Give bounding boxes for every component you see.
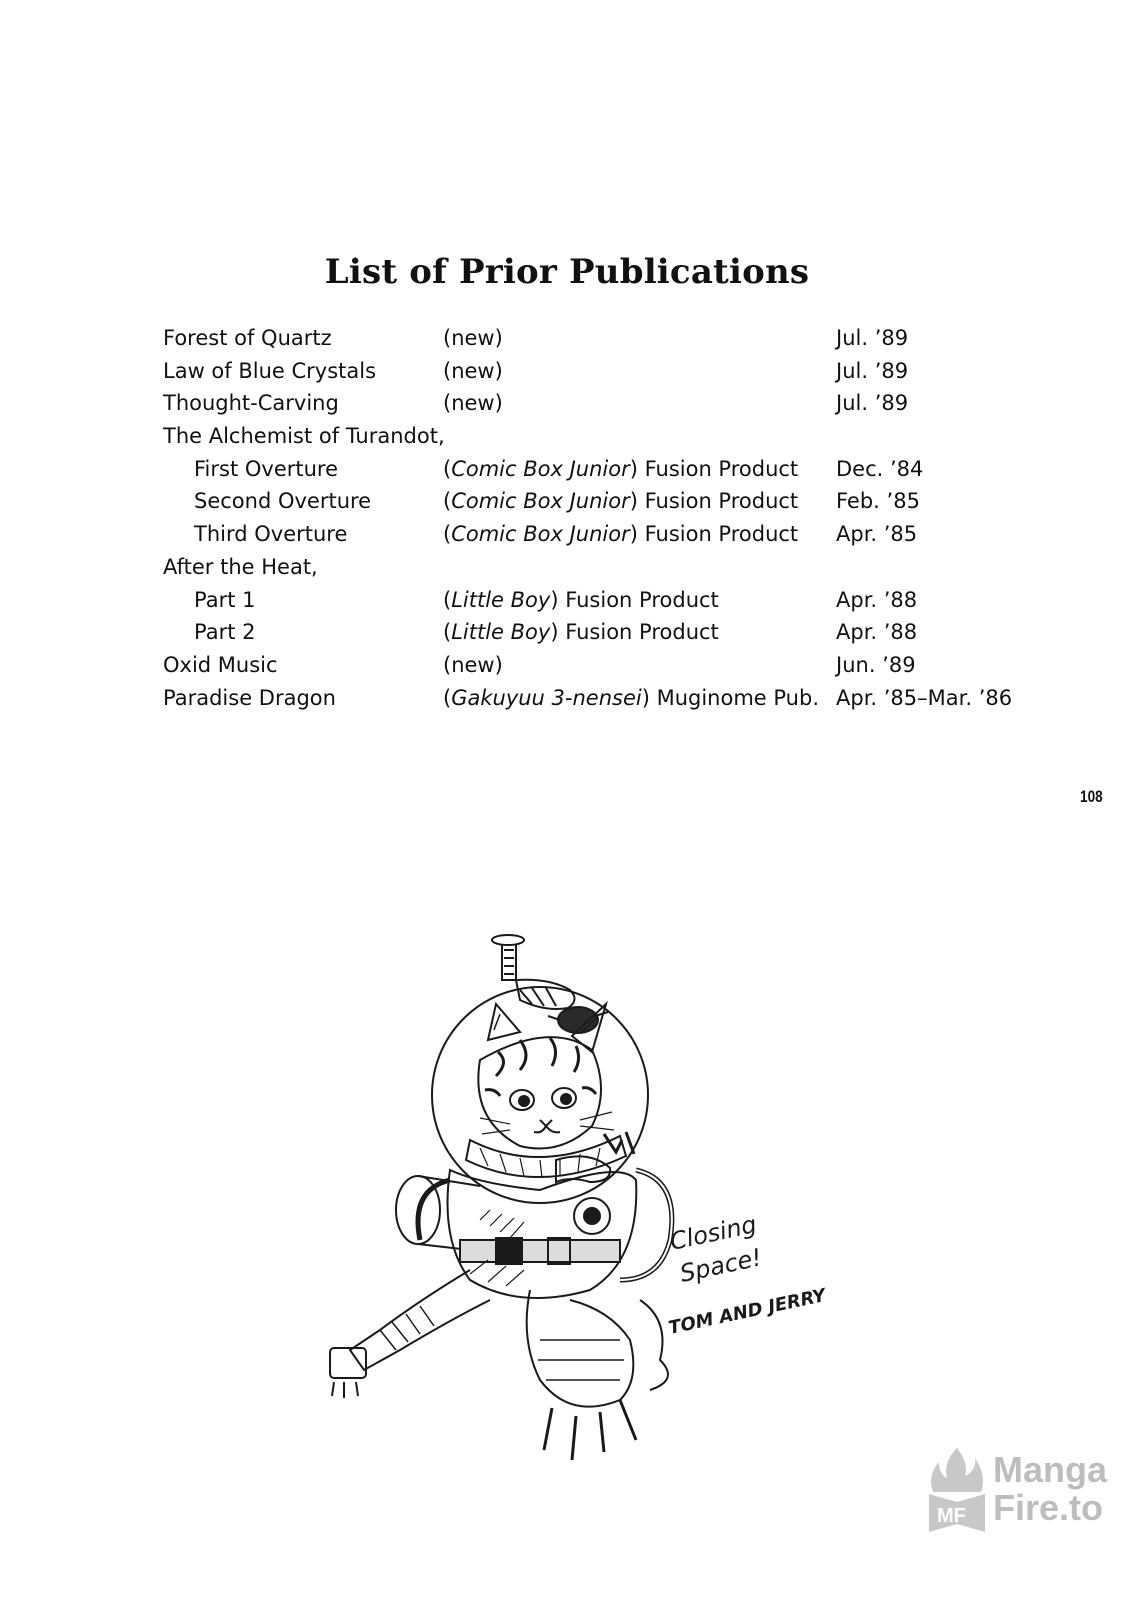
- publication-date: Jul. ’89: [836, 391, 909, 416]
- publication-date: Jul. ’89: [836, 358, 909, 383]
- publication-title: Law of Blue Crystals: [163, 358, 377, 383]
- publication-row: [163, 420, 1043, 453]
- source-prefix: (: [443, 456, 452, 481]
- publication-row: [163, 355, 1043, 388]
- publication-date: Apr. ’88: [836, 587, 918, 612]
- source-magazine: Comic Box Junior: [451, 456, 630, 481]
- publication-row: [163, 616, 1043, 649]
- publication-row: [163, 453, 1043, 486]
- publication-title: After the Heat,: [163, 554, 318, 579]
- claws: [544, 1400, 636, 1460]
- publication-row: [163, 485, 1043, 518]
- publication-source: [443, 387, 503, 420]
- source-magazine: Little Boy: [451, 620, 551, 645]
- publication-source: [443, 453, 798, 486]
- page-number: 108: [1080, 787, 1103, 806]
- publication-date: Jun. ’89: [836, 652, 916, 677]
- publication-source: [443, 355, 503, 388]
- page-title: List of Prior Publications: [324, 252, 810, 292]
- publication-source: [443, 322, 503, 355]
- suit-belt: [460, 1240, 620, 1262]
- source-publisher: ) Fusion Product: [629, 456, 799, 481]
- boot-left: [330, 1348, 366, 1378]
- source-publisher: ) Fusion Product: [629, 489, 799, 514]
- publication-date: Apr. ’88: [836, 620, 918, 645]
- source-prefix: (: [443, 685, 452, 710]
- cat-nose: [540, 1120, 552, 1126]
- source-magazine: Little Boy: [451, 587, 551, 612]
- cat-paw: [556, 1156, 610, 1182]
- publication-row: [163, 387, 1043, 420]
- flame-book-icon: [925, 1440, 989, 1536]
- source-prefix: (: [443, 587, 452, 612]
- source-prefix: (: [443, 620, 452, 645]
- publication-title: Second Overture: [194, 489, 372, 514]
- publication-title: Thought-Carving: [163, 391, 339, 416]
- source-magazine: Comic Box Junior: [451, 522, 630, 547]
- publication-row: [163, 551, 1043, 584]
- source-prefix: (: [443, 522, 452, 547]
- publication-source: [443, 518, 798, 551]
- cat-ear-left: [488, 1004, 520, 1040]
- source-publisher: ) Fusion Product: [629, 522, 799, 547]
- watermark-line2: Fire.to: [993, 1487, 1104, 1528]
- publication-source: [443, 682, 819, 715]
- source-prefix: (new): [443, 358, 503, 383]
- publication-title: The Alchemist of Turandot,: [163, 424, 445, 449]
- publication-date: Dec. ’84: [836, 456, 924, 481]
- publication-row: [163, 322, 1043, 355]
- publication-title: Part 2: [194, 620, 256, 645]
- publication-title: Forest of Quartz: [163, 326, 332, 350]
- source-prefix: (new): [443, 391, 503, 416]
- caption-closing: Closing: [667, 1210, 760, 1256]
- source-publisher: ) Muginome Pub.: [641, 685, 819, 710]
- source-prefix: (: [443, 489, 452, 514]
- logo-letters: MF: [937, 1505, 966, 1527]
- source-magazine: Comic Box Junior: [451, 489, 630, 514]
- suit-collar: [466, 1136, 626, 1177]
- source-magazine: Gakuyuu 3-nensei: [451, 685, 642, 710]
- leg-left: [350, 1270, 490, 1370]
- publication-title: First Overture: [194, 456, 339, 481]
- watermark-line1: Manga: [993, 1449, 1108, 1490]
- caption-author: TOM AND JERRY: [666, 1285, 828, 1339]
- publication-row: [163, 584, 1043, 617]
- publication-date: Feb. ’85: [836, 489, 920, 514]
- publication-row: [163, 682, 1043, 715]
- source-publisher: ) Fusion Product: [550, 587, 719, 612]
- caption-space: Space!: [677, 1243, 765, 1288]
- source-prefix: (new): [443, 326, 503, 350]
- source-publisher: ) Fusion Product: [550, 620, 719, 645]
- publication-row: [163, 518, 1043, 551]
- hose-left: [418, 1180, 450, 1240]
- publication-title: Oxid Music: [163, 652, 278, 677]
- publication-row: [163, 649, 1043, 682]
- tail-gear: [640, 1300, 668, 1390]
- antenna-cap: [492, 935, 524, 945]
- publication-date: Apr. ’85: [836, 522, 918, 547]
- leg-right: [527, 1290, 634, 1407]
- source-prefix: (new): [443, 652, 503, 677]
- publication-title: Third Overture: [194, 522, 348, 547]
- watermark: [925, 1440, 1125, 1540]
- publication-title: Paradise Dragon: [163, 685, 336, 710]
- publication-source: [443, 485, 798, 518]
- publication-title: Part 1: [194, 587, 256, 612]
- publication-source: [443, 649, 503, 682]
- publication-source: [443, 584, 719, 617]
- publication-date: Jul. ’89: [836, 326, 909, 350]
- helmet-bubble: [432, 987, 648, 1203]
- publication-source: [443, 616, 719, 649]
- space-cat-illustration: [320, 920, 840, 1480]
- suit-torso: [448, 1170, 637, 1298]
- publication-date: Apr. ’85–Mar. ’86: [836, 685, 1013, 710]
- publication-list: [163, 322, 1043, 714]
